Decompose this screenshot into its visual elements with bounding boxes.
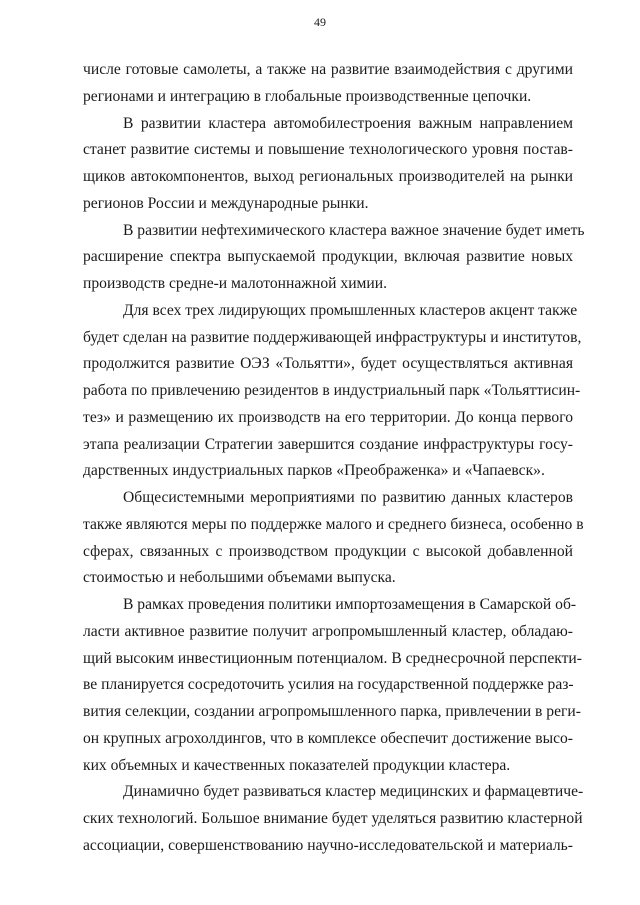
text-line: ласти активное развитие получит агропромышленный кластер, обладаю-: [83, 622, 573, 640]
text-line: стоимостью и небольшими объемами выпуска.: [83, 569, 396, 587]
text-line: регионов России и международные рынки.: [83, 194, 369, 212]
paragraph: [83, 298, 582, 485]
paragraph: [83, 111, 573, 218]
text-line: он крупных агрохолдингов, что в комплексе обеспечит достижение высо-: [83, 729, 573, 747]
text-line: дарственных индустриальных парков «Преображенка» и «Чапаевск».: [83, 462, 545, 480]
paragraph: [83, 592, 582, 779]
text-line: работа по привлечению резидентов в индустриальный парк «Тольяттисин-: [83, 382, 581, 399]
paragraph: [83, 57, 573, 111]
text-line: числе готовые самолеты, а также на развитие взаимодействия с другими: [83, 61, 573, 78]
paragraph: [83, 779, 584, 859]
text-line: станет развитие системы и повышение технологического уровня постав-: [83, 141, 573, 159]
text-line: Для всех трех лидирующих промышленных кластеров акцент также: [123, 301, 578, 319]
text-line: В развитии кластера автомобилестроения важным направлением: [123, 114, 573, 132]
text-line: ассоциации, совершенствованию научно-исследовательской и материаль-: [83, 836, 573, 854]
text-line: вития селекции, создании агропромышленного парка, привлечении в реги-: [83, 703, 581, 720]
text-line: Динамично будет развиваться кластер медицинских и фармацевтиче-: [123, 783, 584, 801]
text-line: регионами и интеграцию в глобальные производственные цепочки.: [83, 87, 532, 105]
text-line: Общесистемными мероприятиями по развитию данных кластеров: [123, 489, 573, 506]
text-line: будет сделан на развитие поддерживающей инфраструктуры и институтов,: [83, 328, 582, 346]
text-line: щий высоким инвестиционным потенциалом. В среднесрочной перспекти-: [83, 649, 582, 667]
text-line: ве планируется сосредоточить усилия на государственной поддержке раз-: [83, 676, 574, 694]
text-line: тез» и размещению их производств на его территории. До конца первого: [83, 408, 573, 426]
text-line: ских технологий. Большое внимание будет уделяться развитию кластерной: [83, 810, 583, 827]
page-number: 49: [314, 15, 326, 29]
text-line: ких объемных и качественных показателей продукции кластера.: [83, 756, 511, 774]
paragraph: [83, 485, 584, 592]
text-line: сферах, связанных с производством продукции с высокой добавленной: [83, 542, 573, 560]
text-line: также являются меры по поддержке малого и среднего бизнеса, особенно в: [83, 515, 584, 533]
document-body: [83, 57, 585, 860]
text-line: В развитии нефтехимического кластера важное значение будет иметь: [123, 221, 585, 239]
text-line: В рамках проведения политики импортозамещения в Самарской об-: [123, 596, 577, 613]
text-line: производств средне-и малотоннажной химии.: [83, 275, 388, 292]
text-line: расширение спектра выпускаемой продукции, включая развитие новых: [83, 248, 573, 266]
text-line: щиков автокомпонентов, выход региональных производителей на рынки: [83, 168, 573, 185]
text-line: продолжится развитие ОЭЗ «Тольятти», будет осуществляться активная: [83, 355, 573, 373]
paragraph: [83, 218, 585, 298]
text-line: этапа реализации Стратегии завершится создание инфраструктуры госу-: [83, 435, 573, 453]
